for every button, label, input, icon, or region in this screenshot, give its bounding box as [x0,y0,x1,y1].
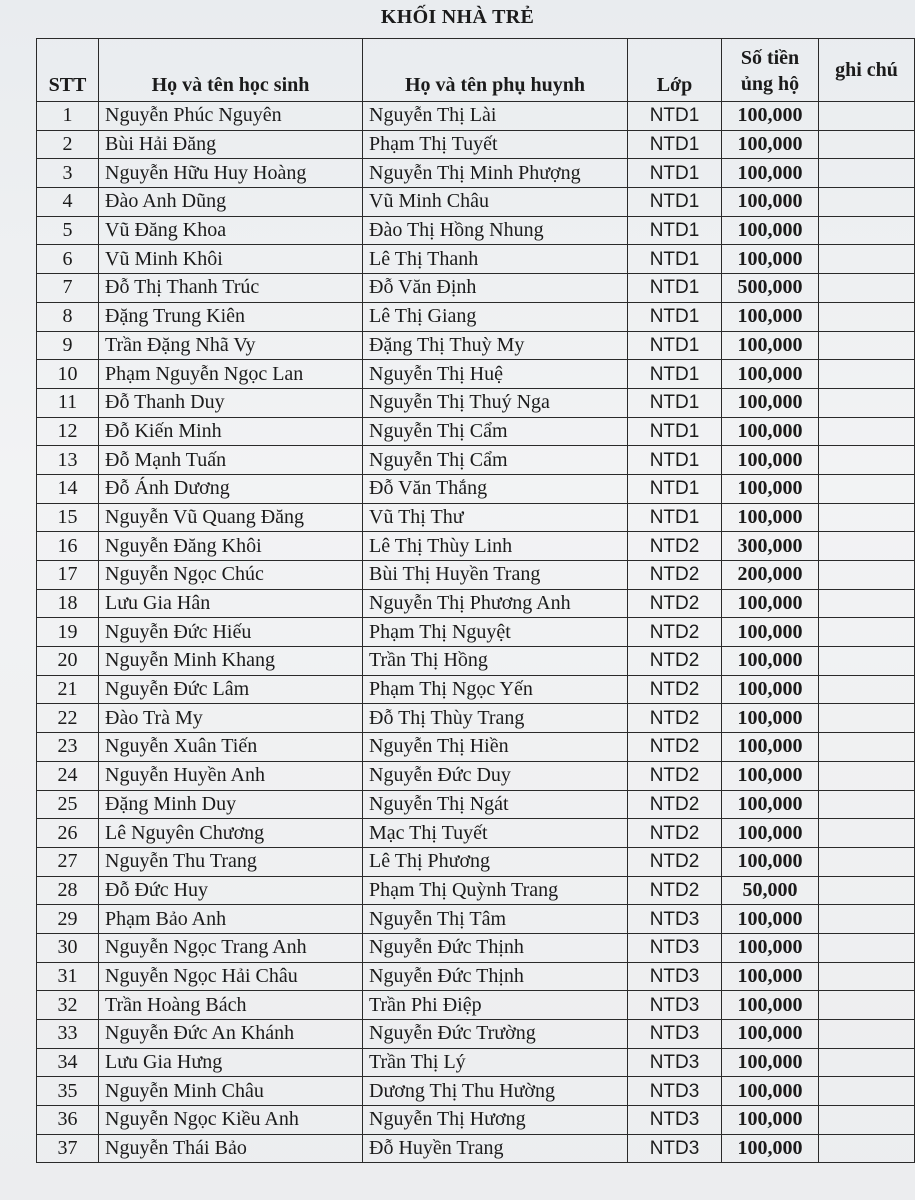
table-row [37,761,915,790]
table-row [37,245,915,274]
parent-name: Nguyễn Thị Thuý Nga [363,388,628,417]
class-code: NTD2 [628,790,722,819]
student-name: Nguyễn Phúc Nguyên [99,102,363,131]
donation-amount: 100,000 [722,1077,819,1106]
class-code: NTD1 [628,130,722,159]
header-amount [722,39,819,102]
student-name: Phạm Bảo Anh [99,905,363,934]
table-row [37,790,915,819]
class-code: NTD1 [628,446,722,475]
donation-amount: 50,000 [722,876,819,905]
table-row [37,1077,915,1106]
parent-name: Bùi Thị Huyền Trang [363,561,628,590]
student-name: Nguyễn Vũ Quang Đăng [99,503,363,532]
donation-amount: 100,000 [722,130,819,159]
note-cell [819,933,915,962]
student-name: Nguyễn Ngọc Hải Châu [99,962,363,991]
note-cell [819,790,915,819]
parent-name: Nguyễn Đức Thịnh [363,962,628,991]
student-name: Vũ Minh Khôi [99,245,363,274]
parent-name: Đỗ Huyền Trang [363,1134,628,1163]
table-header-row [37,39,915,102]
donation-amount: 100,000 [722,675,819,704]
note-cell [819,360,915,389]
donation-amount: 100,000 [722,704,819,733]
student-name: Lê Nguyên Chương [99,819,363,848]
table-row [37,733,915,762]
note-cell [819,1106,915,1135]
class-code: NTD1 [628,245,722,274]
row-stt: 37 [37,1134,99,1163]
donation-amount: 100,000 [722,905,819,934]
student-name: Nguyễn Đức An Khánh [99,1020,363,1049]
row-stt: 32 [37,991,99,1020]
row-stt: 29 [37,905,99,934]
row-stt: 13 [37,446,99,475]
note-cell [819,130,915,159]
class-code: NTD3 [628,905,722,934]
note-cell [819,1048,915,1077]
class-code: NTD2 [628,876,722,905]
donation-amount: 100,000 [722,819,819,848]
table-row [37,216,915,245]
parent-name: Vũ Minh Châu [363,188,628,217]
header-note: ghi chú [819,39,915,102]
table-row [37,704,915,733]
header-amount-line1: Số tiền [740,47,800,69]
row-stt: 7 [37,274,99,303]
donation-amount: 100,000 [722,761,819,790]
parent-name: Phạm Thị Ngọc Yến [363,675,628,704]
row-stt: 33 [37,1020,99,1049]
student-name: Nguyễn Đăng Khôi [99,532,363,561]
parent-name: Lê Thị Phương [363,847,628,876]
class-code: NTD1 [628,302,722,331]
parent-name: Phạm Thị Nguyệt [363,618,628,647]
row-stt: 31 [37,962,99,991]
parent-name: Trần Thị Lý [363,1048,628,1077]
class-code: NTD1 [628,331,722,360]
donation-amount: 100,000 [722,933,819,962]
student-name: Đào Anh Dũng [99,188,363,217]
table-row [37,905,915,934]
table-row [37,589,915,618]
row-stt: 19 [37,618,99,647]
row-stt: 34 [37,1048,99,1077]
parent-name: Nguyễn Thị Lài [363,102,628,131]
note-cell [819,704,915,733]
table-row [37,962,915,991]
parent-name: Nguyễn Thị Hiền [363,733,628,762]
class-code: NTD2 [628,532,722,561]
table-row [37,474,915,503]
note-cell [819,474,915,503]
note-cell [819,991,915,1020]
parent-name: Nguyễn Thị Cẩm [363,446,628,475]
row-stt: 18 [37,589,99,618]
table-row [37,302,915,331]
table-row [37,618,915,647]
parent-name: Nguyễn Thị Tâm [363,905,628,934]
note-cell [819,503,915,532]
note-cell [819,561,915,590]
row-stt: 36 [37,1106,99,1135]
parent-name: Nguyễn Thị Minh Phượng [363,159,628,188]
class-code: NTD2 [628,589,722,618]
student-name: Nguyễn Huyền Anh [99,761,363,790]
student-name: Lưu Gia Hưng [99,1048,363,1077]
class-code: NTD2 [628,733,722,762]
class-code: NTD3 [628,1106,722,1135]
parent-name: Phạm Thị Quỳnh Trang [363,876,628,905]
student-name: Nguyễn Thái Bảo [99,1134,363,1163]
note-cell [819,188,915,217]
table-row [37,159,915,188]
donation-amount: 100,000 [722,446,819,475]
donation-amount: 100,000 [722,790,819,819]
student-name: Lưu Gia Hân [99,589,363,618]
class-code: NTD2 [628,761,722,790]
table-row [37,446,915,475]
note-cell [819,733,915,762]
class-code: NTD1 [628,216,722,245]
donation-amount: 200,000 [722,561,819,590]
student-name: Bùi Hải Đăng [99,130,363,159]
table-row [37,1134,915,1163]
parent-name: Nguyễn Đức Thịnh [363,933,628,962]
row-stt: 24 [37,761,99,790]
note-cell [819,1134,915,1163]
class-code: NTD3 [628,962,722,991]
student-name: Đỗ Kiến Minh [99,417,363,446]
note-cell [819,819,915,848]
donation-amount: 100,000 [722,331,819,360]
header-student-name: Họ và tên học sinh [99,39,363,102]
note-cell [819,1020,915,1049]
class-code: NTD1 [628,503,722,532]
parent-name: Đỗ Thị Thùy Trang [363,704,628,733]
class-code: NTD2 [628,704,722,733]
student-name: Nguyễn Xuân Tiến [99,733,363,762]
parent-name: Trần Thị Hồng [363,647,628,676]
parent-name: Đặng Thị Thuỳ My [363,331,628,360]
note-cell [819,675,915,704]
header-parent-name: Họ và tên phụ huynh [363,39,628,102]
parent-name: Đỗ Văn Định [363,274,628,303]
class-code: NTD3 [628,991,722,1020]
donation-amount: 100,000 [722,417,819,446]
row-stt: 35 [37,1077,99,1106]
student-name: Đỗ Thanh Duy [99,388,363,417]
donation-amount: 100,000 [722,618,819,647]
student-name: Nguyễn Minh Châu [99,1077,363,1106]
student-name: Nguyễn Thu Trang [99,847,363,876]
parent-name: Vũ Thị Thư [363,503,628,532]
student-name: Đỗ Đức Huy [99,876,363,905]
student-name: Đào Trà My [99,704,363,733]
table-row [37,675,915,704]
parent-name: Đào Thị Hồng Nhung [363,216,628,245]
parent-name: Đỗ Văn Thắng [363,474,628,503]
header-stt: STT [37,39,99,102]
class-code: NTD3 [628,933,722,962]
class-code: NTD2 [628,647,722,676]
student-name: Nguyễn Hữu Huy Hoàng [99,159,363,188]
note-cell [819,532,915,561]
parent-name: Trần Phi Điệp [363,991,628,1020]
student-name: Phạm Nguyễn Ngọc Lan [99,360,363,389]
donation-amount: 300,000 [722,532,819,561]
note-cell [819,302,915,331]
student-name: Nguyễn Minh Khang [99,647,363,676]
student-name: Vũ Đăng Khoa [99,216,363,245]
note-cell [819,159,915,188]
table-row [37,1106,915,1135]
parent-name: Nguyễn Đức Trường [363,1020,628,1049]
parent-name: Nguyễn Thị Ngát [363,790,628,819]
note-cell [819,331,915,360]
donation-amount: 100,000 [722,1020,819,1049]
class-code: NTD2 [628,847,722,876]
row-stt: 5 [37,216,99,245]
note-cell [819,647,915,676]
row-stt: 11 [37,388,99,417]
student-name: Đỗ Thị Thanh Trúc [99,274,363,303]
header-class: Lớp [628,39,722,102]
row-stt: 16 [37,532,99,561]
row-stt: 22 [37,704,99,733]
note-cell [819,417,915,446]
table-row [37,1020,915,1049]
table-row [37,819,915,848]
class-code: NTD1 [628,388,722,417]
donation-amount: 100,000 [722,302,819,331]
note-cell [819,1077,915,1106]
parent-name: Nguyễn Thị Huệ [363,360,628,389]
parent-name: Nguyễn Đức Duy [363,761,628,790]
note-cell [819,589,915,618]
student-name: Trần Đặng Nhã Vy [99,331,363,360]
row-stt: 17 [37,561,99,590]
class-code: NTD3 [628,1020,722,1049]
row-stt: 27 [37,847,99,876]
parent-name: Mạc Thị Tuyết [363,819,628,848]
table-row [37,933,915,962]
row-stt: 3 [37,159,99,188]
donation-amount: 100,000 [722,962,819,991]
note-cell [819,446,915,475]
table-row [37,331,915,360]
student-name: Nguyễn Ngọc Trang Anh [99,933,363,962]
table-row [37,847,915,876]
table-row [37,991,915,1020]
row-stt: 12 [37,417,99,446]
table-row [37,417,915,446]
class-code: NTD1 [628,188,722,217]
row-stt: 6 [37,245,99,274]
table-row [37,102,915,131]
note-cell [819,102,915,131]
table-row [37,360,915,389]
class-code: NTD1 [628,417,722,446]
donation-amount: 100,000 [722,216,819,245]
table-row [37,503,915,532]
donation-amount: 100,000 [722,733,819,762]
class-code: NTD1 [628,274,722,303]
donation-amount: 100,000 [722,1048,819,1077]
donation-amount: 100,000 [722,1106,819,1135]
student-name: Đặng Minh Duy [99,790,363,819]
table-row [37,388,915,417]
student-name: Đỗ Mạnh Tuấn [99,446,363,475]
class-code: NTD1 [628,159,722,188]
note-cell [819,245,915,274]
class-code: NTD1 [628,474,722,503]
class-code: NTD1 [628,360,722,389]
student-name: Nguyễn Đức Hiếu [99,618,363,647]
class-code: NTD1 [628,102,722,131]
donation-table [36,38,915,1163]
row-stt: 15 [37,503,99,532]
row-stt: 26 [37,819,99,848]
parent-name: Nguyễn Thị Cẩm [363,417,628,446]
table-row [37,1048,915,1077]
row-stt: 28 [37,876,99,905]
donation-amount: 100,000 [722,188,819,217]
student-name: Trần Hoàng Bách [99,991,363,1020]
table-row [37,876,915,905]
parent-name: Dương Thị Thu Hường [363,1077,628,1106]
row-stt: 8 [37,302,99,331]
note-cell [819,876,915,905]
donation-amount: 100,000 [722,847,819,876]
donation-amount: 100,000 [722,388,819,417]
donation-amount: 100,000 [722,474,819,503]
parent-name: Lê Thị Thùy Linh [363,532,628,561]
row-stt: 30 [37,933,99,962]
class-code: NTD2 [628,819,722,848]
parent-name: Lê Thị Giang [363,302,628,331]
header-amount-line2: ủng hộ [740,73,800,95]
donation-amount: 500,000 [722,274,819,303]
row-stt: 23 [37,733,99,762]
donation-amount: 100,000 [722,589,819,618]
note-cell [819,962,915,991]
note-cell [819,618,915,647]
student-name: Nguyễn Đức Lâm [99,675,363,704]
student-name: Đặng Trung Kiên [99,302,363,331]
parent-name: Phạm Thị Tuyết [363,130,628,159]
note-cell [819,274,915,303]
row-stt: 4 [37,188,99,217]
parent-name: Nguyễn Thị Hương [363,1106,628,1135]
row-stt: 25 [37,790,99,819]
note-cell [819,905,915,934]
row-stt: 1 [37,102,99,131]
class-code: NTD3 [628,1048,722,1077]
note-cell [819,847,915,876]
donation-amount: 100,000 [722,503,819,532]
table-row [37,188,915,217]
document-title: KHỐI NHÀ TRẺ [380,6,535,28]
donation-amount: 100,000 [722,991,819,1020]
class-code: NTD3 [628,1077,722,1106]
student-name: Nguyễn Ngọc Kiều Anh [99,1106,363,1135]
note-cell [819,216,915,245]
row-stt: 9 [37,331,99,360]
class-code: NTD2 [628,618,722,647]
donation-amount: 100,000 [722,159,819,188]
row-stt: 20 [37,647,99,676]
class-code: NTD2 [628,561,722,590]
table-row [37,532,915,561]
donation-amount: 100,000 [722,1134,819,1163]
row-stt: 14 [37,474,99,503]
parent-name: Nguyễn Thị Phương Anh [363,589,628,618]
table-row [37,274,915,303]
donation-amount: 100,000 [722,102,819,131]
row-stt: 10 [37,360,99,389]
donation-amount: 100,000 [722,360,819,389]
donation-amount: 100,000 [722,647,819,676]
row-stt: 21 [37,675,99,704]
student-name: Đỗ Ánh Dương [99,474,363,503]
table-row [37,561,915,590]
class-code: NTD3 [628,1134,722,1163]
note-cell [819,761,915,790]
table-row [37,647,915,676]
parent-name: Lê Thị Thanh [363,245,628,274]
student-name: Nguyễn Ngọc Chúc [99,561,363,590]
note-cell [819,388,915,417]
class-code: NTD2 [628,675,722,704]
table-row [37,130,915,159]
row-stt: 2 [37,130,99,159]
table-body [37,102,915,1163]
donation-amount: 100,000 [722,245,819,274]
